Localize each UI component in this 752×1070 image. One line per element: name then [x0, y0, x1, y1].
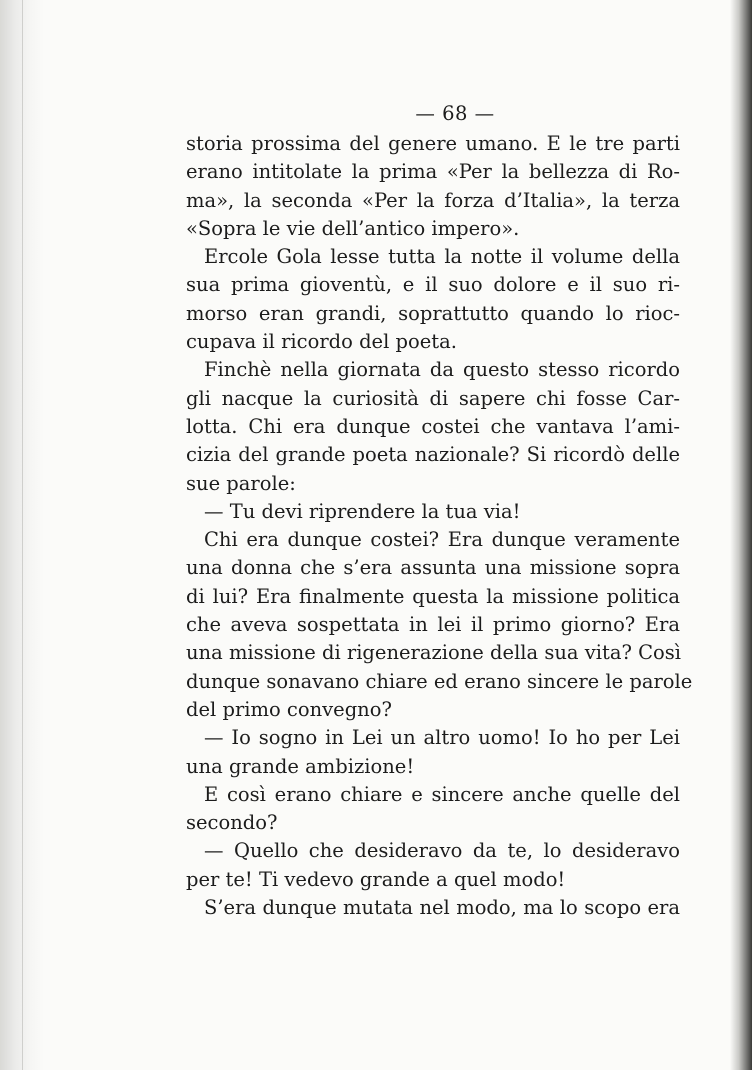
- text-line: «Sopra le vie dell’antico impero».: [186, 216, 520, 240]
- text-line: lotta. Chi era dunque costei che vantava l’ami-: [186, 414, 680, 438]
- text-line: una missione di rigenerazione della sua vita? Così: [186, 641, 682, 665]
- text-line: gli nacque la curiosità di sapere chi fosse Car-: [186, 386, 680, 410]
- text-line: erano intitolate la prima «Per la bellezza di Ro-: [186, 160, 680, 184]
- text-line: per te! Ti vedevo grande a quel modo!: [186, 867, 566, 891]
- binding-edge: [730, 0, 752, 1070]
- text-line: cupava il ricordo del poeta.: [186, 330, 457, 354]
- text-line: sue parole:: [186, 471, 296, 495]
- text-line: Finchè nella giornata da questo stesso ricordo: [204, 358, 680, 382]
- text-line: del primo convegno?: [186, 697, 392, 721]
- text-line: cizia del grande poeta nazionale? Si ricordò delle: [186, 443, 680, 467]
- text-block: [186, 98, 693, 922]
- page-number: — 68 —: [415, 102, 495, 125]
- text-line: E così erano chiare e sincere anche quelle del: [204, 782, 680, 806]
- text-line: sua prima gioventù, e il suo dolore e il suo ri-: [186, 273, 680, 297]
- text-line: — Tu devi riprendere la tua via!: [204, 499, 521, 523]
- text-line: secondo?: [186, 811, 278, 835]
- text-line: una donna che s’era assunta una missione sopra: [186, 556, 680, 580]
- body-text: [186, 130, 693, 922]
- text-line: Ercole Gola lesse tutta la notte il volume della: [204, 245, 680, 269]
- text-line: S’era dunque mutata nel modo, ma lo scopo era: [204, 896, 680, 920]
- text-line: Chi era dunque costei? Era dunque veramente: [204, 528, 680, 552]
- text-line: morso eran grandi, soprattutto quando lo rioc-: [186, 301, 680, 325]
- text-line: dunque sonavano chiare ed erano sincere le parole: [186, 669, 693, 693]
- text-line: storia prossima del genere umano. E le tre parti: [186, 132, 680, 155]
- text-line: ma», la seconda «Per la forza d’Italia», la terza: [186, 188, 680, 212]
- text-line: una grande ambizione!: [186, 754, 415, 778]
- scan-margin-line: [22, 0, 23, 1070]
- text-line: che aveva sospettata in lei il primo giorno? Era: [186, 613, 680, 637]
- text-line: — Quello che desideravo da te, lo desideravo: [204, 839, 680, 863]
- text-line: — Io sogno in Lei un altro uomo! Io ho per Lei: [204, 726, 680, 750]
- text-line: di lui? Era finalmente questa la missione politica: [186, 584, 680, 608]
